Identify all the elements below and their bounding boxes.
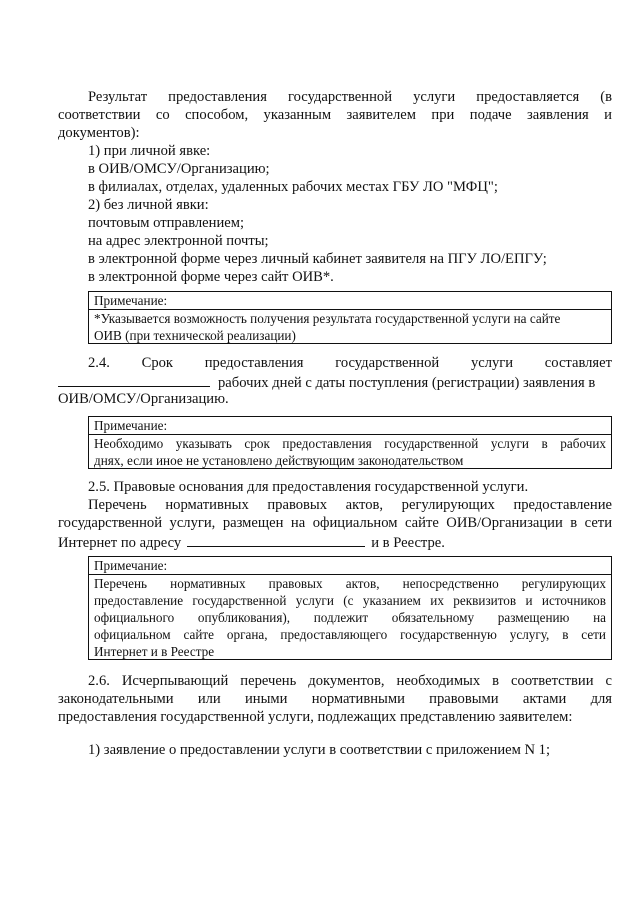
section-2-6-line-1: 2.6. Исчерпывающий перечень документов, необходимых в соответствии с: [88, 673, 612, 689]
section-2-5-line-4-row: [58, 532, 445, 552]
result-item-2a: почтовым отправлением;: [88, 215, 245, 231]
section-2-6-item-1: 1) заявление о предоставлении услуги в соответствии с приложением N 1;: [88, 742, 551, 758]
note-box-2: [88, 416, 612, 469]
result-item-2b: на адрес электронной почты;: [88, 233, 269, 249]
result-item-1b: в филиалах, отделах, удаленных рабочих местах ГБУ ЛО "МФЦ";: [88, 179, 498, 195]
term-blank-field[interactable]: [58, 372, 210, 387]
note-box-1: [88, 291, 612, 344]
note-2-header: Примечание:: [89, 417, 611, 435]
section-2-4-line-2-row: [58, 372, 612, 392]
section-2-4-line-3: ОИВ/ОМСУ/Организацию.: [58, 391, 229, 407]
note-1-line-1: *Указывается возможность получения результата государственной услуги на сайте: [94, 311, 561, 326]
note-1-line-2: ОИВ (при технической реализации): [94, 328, 296, 343]
section-2-5-line-4a: Интернет по адресу: [58, 535, 182, 551]
note-2-line-1: Необходимо указывать срок предоставления государственной услуги в рабочих: [94, 436, 606, 451]
result-line-1: Результат предоставления государственной услуги предоставляется (в: [88, 89, 612, 105]
section-2-4-line-1: 2.4. Срок предоставления государственной услуги составляет: [88, 355, 612, 371]
note-2-body: [89, 435, 611, 469]
note-3-line-2: предоставление государственной услуги (с указанием их реквизитов и источников: [94, 593, 606, 608]
section-2-5-line-2: Перечень нормативных правовых актов, регулирующих предоставление: [88, 497, 612, 513]
note-3-line-4: официальном сайте органа, предоставляющего государственную услугу, в сети: [94, 627, 606, 642]
note-3-body: [89, 575, 611, 660]
section-2-5-line-1: 2.5. Правовые основания для предоставления государственной услуги.: [88, 479, 529, 495]
result-line-3: документов):: [58, 125, 140, 141]
result-item-2c: в электронной форме через личный кабинет заявителя на ПГУ ЛО/ЕПГУ;: [88, 251, 547, 267]
section-2-4-line-2: рабочих дней с даты поступления (регистрации) заявления в: [218, 375, 596, 391]
section-2-6-line-2: законодательными или иными нормативными правовыми актами для: [58, 691, 612, 707]
note-2-line-2: днях, если иное не установлено действующим законодательством: [94, 453, 464, 468]
note-3-header: Примечание:: [89, 557, 611, 575]
note-3-line-5: Интернет и в Реестре: [94, 644, 215, 659]
note-1-body: [89, 310, 611, 344]
note-box-3: [88, 556, 612, 660]
result-item-2d: в электронной форме через сайт ОИВ*.: [88, 269, 334, 285]
section-2-5-line-4b: и в Реестре.: [371, 535, 445, 551]
note-3-line-3: официального опубликования), подлежит обязательному размещению на: [94, 610, 606, 625]
result-item-1: 1) при личной явке:: [88, 143, 211, 159]
section-2-5-line-3: государственной услуги, размещен на официальном сайте ОИВ/Организации в сети: [58, 515, 612, 531]
result-line-2: соответствии со способом, указанным заявителем при подаче заявления и: [58, 107, 612, 123]
note-3-line-1: Перечень нормативных правовых актов, непосредственно регулирующих: [94, 576, 606, 591]
note-1-header: Примечание:: [89, 292, 611, 310]
result-item-2: 2) без личной явки:: [88, 197, 209, 213]
section-2-6-line-3: предоставления государственной услуги, подлежащих представлению заявителем:: [58, 709, 573, 725]
result-item-1a: в ОИВ/ОМСУ/Организацию;: [88, 161, 270, 177]
address-blank-field[interactable]: [187, 532, 365, 547]
